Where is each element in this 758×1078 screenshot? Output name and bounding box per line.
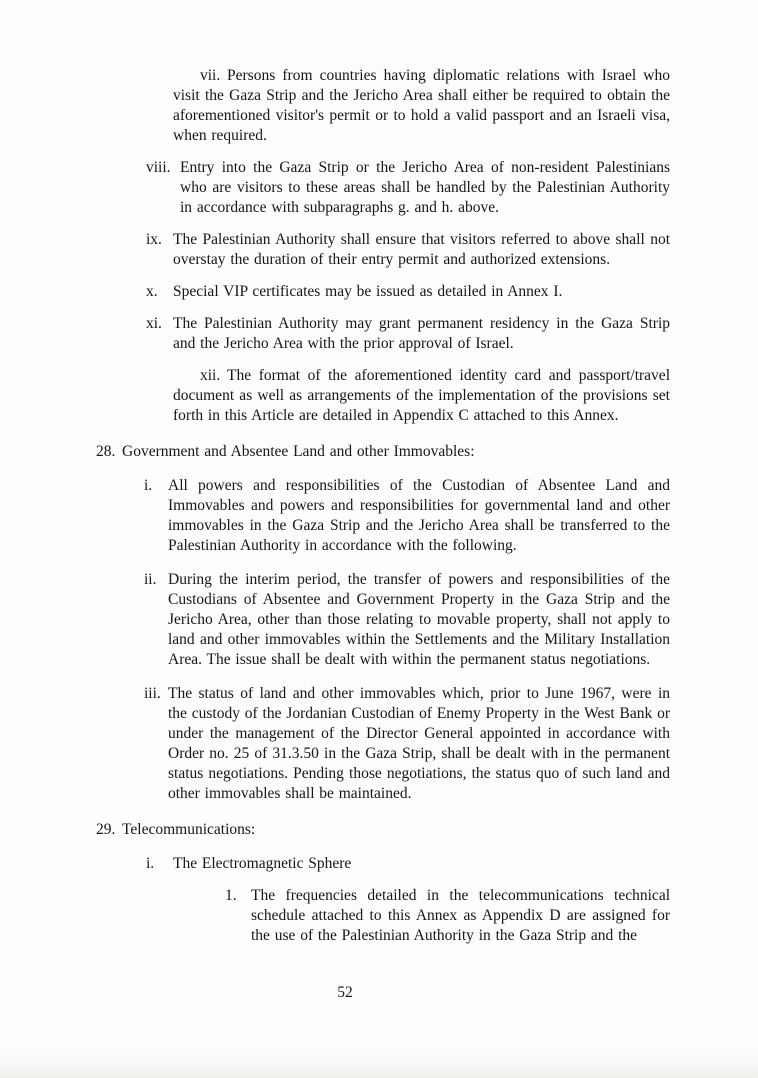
- list-item-vii: [96, 66, 670, 146]
- section-28-item-i: [96, 476, 670, 556]
- list-marker-x: x.: [146, 283, 158, 300]
- section-29-sub-title: The Electromagnetic Sphere: [173, 855, 352, 872]
- section-29-title: Telecommunications:: [122, 821, 256, 838]
- list-item-viii: [96, 158, 670, 218]
- section-28-item-iii-text: The status of land and other immovables which, prior to June 1967, were in the custody of the Jordanian Custodian of Enemy Property in the West Bank or under the management of the Director General appointed in accordance with Order no. 25 of 31.3.50 in the Gaza Strip, shall be dealt with in the permanent status negotiations. Pending those negotiations, the status quo of such land and other immovables shall be maintained.: [168, 685, 670, 802]
- section-29-heading: [96, 820, 670, 840]
- section-29-item-1-text: The frequencies detailed in the telecommunications technical schedule attached to this Annex as Appendix D are assigned for the use of the Palestinian Authority in the Gaza Strip and the: [251, 887, 670, 944]
- section-28-item-ii-marker: ii.: [144, 571, 157, 588]
- list-item-xi: [96, 314, 670, 354]
- section-28-item-ii-text: During the interim period, the transfer of powers and responsibilities of the Custodians of Absentee and Government Property in the Gaza Strip and the Jericho Area, other than those relating to movable property, shall not apply to land and other immovables within the Settlements and the Military Installation Area. The issue shall be dealt with within the permanent status negotiations.: [168, 571, 670, 668]
- section-28-item-i-text: All powers and responsibilities of the Custodian of Absentee Land and Immovables and powers and responsibilities for governmental land and other immovables in the Gaza Strip and the Jericho Area shall be transferred to the Palestinian Authority in accordance with the following.: [168, 477, 670, 554]
- section-29-sub-heading: [96, 854, 670, 874]
- section-29-sub-marker: i.: [146, 855, 155, 872]
- paragraph-text-xi: The Palestinian Authority may grant permanent residency in the Gaza Strip and the Jericho Area with the prior approval of Israel.: [173, 315, 670, 352]
- paragraph-text-viii: Entry into the Gaza Strip or the Jericho Area of non-resident Palestinians who are visitors to these areas shall be handled by the Palestinian Authority in accordance with subparagraphs g. and h. above.: [180, 159, 670, 216]
- section-28-item-iii-marker: iii.: [144, 685, 161, 702]
- section-29-item-1: [96, 886, 670, 946]
- list-item-x: [96, 282, 670, 302]
- list-marker-vii: vii.: [200, 67, 221, 84]
- section-28-title: Government and Absentee Land and other Immovables:: [122, 443, 475, 460]
- list-marker-xi: xi.: [146, 315, 162, 332]
- page-number: 52: [337, 984, 353, 1001]
- paragraph-text-x: Special VIP certificates may be issued as detailed in Annex I.: [173, 283, 563, 300]
- section-28-number: 28.: [96, 443, 116, 460]
- list-item-ix: [96, 230, 670, 270]
- list-marker-xii: xii.: [200, 367, 221, 384]
- list-item-xii: [96, 366, 670, 426]
- page-content: [96, 66, 670, 958]
- section-28-heading: [96, 442, 670, 462]
- list-marker-ix: ix.: [146, 231, 162, 248]
- paragraph-text-xii: The format of the aforementioned identity card and passport/travel document as well as arrangements of the implementation of the provisions set forth in this Article are detailed in Appendix C attached to this Annex.: [173, 367, 670, 424]
- paragraph-text-ix: The Palestinian Authority shall ensure that visitors referred to above shall not overstay the duration of their entry permit and authorized extensions.: [173, 231, 670, 268]
- section-29-number: 29.: [96, 821, 116, 838]
- section-28-item-i-marker: i.: [144, 477, 153, 494]
- section-28-item-ii: [96, 570, 670, 670]
- section-28-item-iii: [96, 684, 670, 804]
- section-29-item-1-marker: 1.: [225, 887, 237, 904]
- list-marker-viii: viii.: [146, 159, 171, 176]
- paragraph-text-vii: Persons from countries having diplomatic relations with Israel who visit the Gaza Strip and the Jericho Area shall either be required to obtain the aforementioned visitor's permit or to hold a valid passport and an Israeli visa, when required.: [173, 67, 670, 144]
